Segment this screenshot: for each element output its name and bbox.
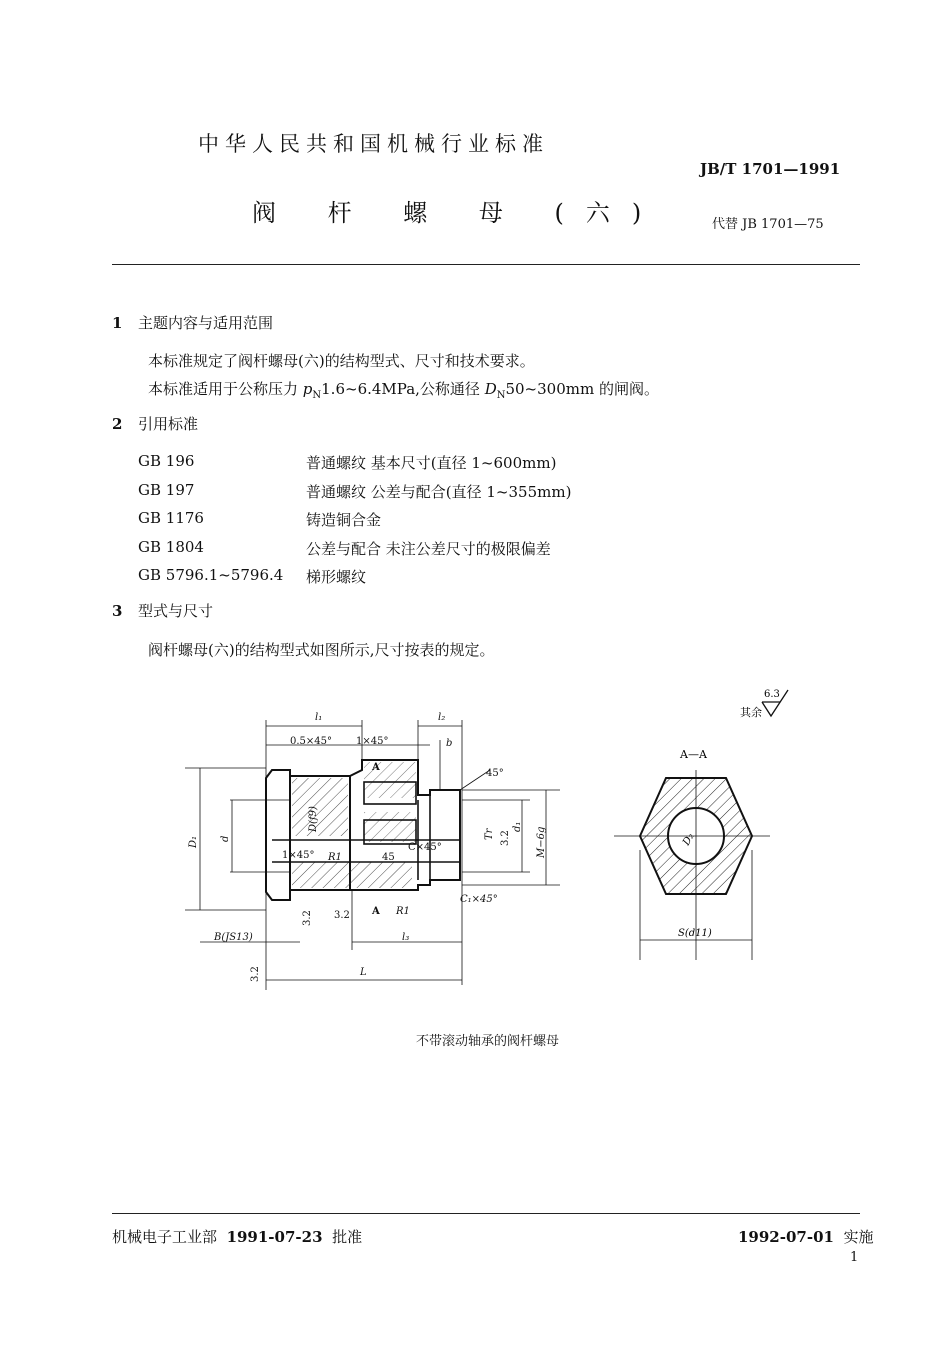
rest-roughness-value: 6.3 bbox=[764, 689, 780, 700]
standard-number: JB/T 1701—1991 bbox=[700, 160, 841, 178]
svg-text:C×45°: C×45° bbox=[408, 842, 442, 853]
svg-text:d₁: d₁ bbox=[512, 821, 523, 832]
section-a-a-view bbox=[614, 770, 770, 960]
approval-info: 机械电子工业部 1991-07-23 批准 bbox=[112, 1228, 363, 1246]
reference-code: GB 196 bbox=[138, 452, 195, 470]
svg-text:M−6g: M−6g bbox=[536, 826, 547, 858]
section-1-heading: 1 主题内容与适用范围 bbox=[112, 314, 274, 332]
svg-text:45: 45 bbox=[382, 852, 395, 863]
reference-code: GB 197 bbox=[138, 481, 195, 499]
svg-text:Tr: Tr bbox=[484, 828, 495, 840]
reference-code: GB 1176 bbox=[138, 509, 204, 527]
svg-text:d: d bbox=[220, 835, 231, 842]
section-2-heading: 2 引用标准 bbox=[112, 415, 199, 433]
document-title: 阀 杆 螺 母 (六) bbox=[252, 199, 664, 227]
svg-text:45°: 45° bbox=[486, 768, 504, 779]
section-1-paragraph-2: 本标准适用于公称压力 $p_N1.6\sim 6.4MPa$,公称通径 $D_N50\sim 300mm$ 的闸阀。 bbox=[148, 380, 659, 401]
svg-text:l₂: l₂ bbox=[438, 712, 446, 723]
svg-text:L: L bbox=[360, 967, 367, 978]
svg-text:R1: R1 bbox=[396, 906, 410, 917]
valve-stem-nut-drawing bbox=[0, 680, 950, 1020]
svg-text:A: A bbox=[372, 906, 380, 917]
svg-text:l₁: l₁ bbox=[315, 712, 323, 723]
section-3-heading: 3 型式与尺寸 bbox=[112, 602, 214, 620]
svg-text:l₃: l₃ bbox=[402, 932, 410, 943]
svg-text:3.2: 3.2 bbox=[250, 966, 261, 982]
svg-text:A: A bbox=[372, 762, 380, 773]
page-number: 1 bbox=[850, 1250, 859, 1265]
svg-text:1×45°: 1×45° bbox=[356, 736, 389, 747]
reference-title: 普通螺纹 基本尺寸(直径 1~600mm) bbox=[306, 454, 557, 472]
svg-text:1×45°: 1×45° bbox=[282, 850, 315, 861]
svg-text:B(JS13): B(JS13) bbox=[214, 932, 253, 943]
industry-standard-title: 中华人民共和国机械行业标准 bbox=[198, 132, 549, 156]
section-1-paragraph-1: 本标准规定了阀杆螺母(六)的结构型式、尺寸和技术要求。 bbox=[148, 352, 535, 370]
svg-text:S(d11): S(d11) bbox=[678, 928, 712, 939]
svg-text:C₁×45°: C₁×45° bbox=[460, 894, 498, 905]
svg-text:b: b bbox=[446, 738, 453, 749]
figure-caption: 不带滚动轴承的阀杆螺母 bbox=[415, 1034, 559, 1049]
reference-title: 铸造铜合金 bbox=[306, 511, 382, 529]
section-a-a-label: A—A bbox=[680, 748, 707, 761]
svg-text:3.2: 3.2 bbox=[334, 910, 350, 921]
reference-title: 普通螺纹 公差与配合(直径 1~355mm) bbox=[306, 483, 572, 501]
reference-code: GB 1804 bbox=[138, 538, 204, 556]
svg-text:3.2: 3.2 bbox=[500, 830, 511, 846]
reference-title: 公差与配合 未注公差尺寸的极限偏差 bbox=[306, 540, 551, 558]
svg-text:R1: R1 bbox=[328, 852, 342, 863]
svg-text:3.2: 3.2 bbox=[302, 910, 313, 926]
header-divider bbox=[112, 264, 860, 265]
svg-text:D₁: D₁ bbox=[188, 835, 199, 848]
svg-text:D(f9): D(f9) bbox=[308, 806, 319, 832]
reference-title: 梯形螺纹 bbox=[306, 568, 367, 586]
svg-text:D₂: D₂ bbox=[681, 831, 697, 848]
section-3-paragraph: 阀杆螺母(六)的结构型式如图所示,尺寸按表的规定。 bbox=[148, 641, 495, 659]
replaces-note: 代替 JB 1701—75 bbox=[712, 217, 824, 232]
reference-code: GB 5796.1~5796.4 bbox=[138, 566, 284, 584]
svg-text:0.5×45°: 0.5×45° bbox=[290, 736, 333, 747]
implementation-info: 1992-07-01 实施 bbox=[738, 1228, 874, 1246]
footer-divider bbox=[112, 1213, 860, 1214]
rest-roughness-label: 其余 bbox=[740, 706, 762, 719]
